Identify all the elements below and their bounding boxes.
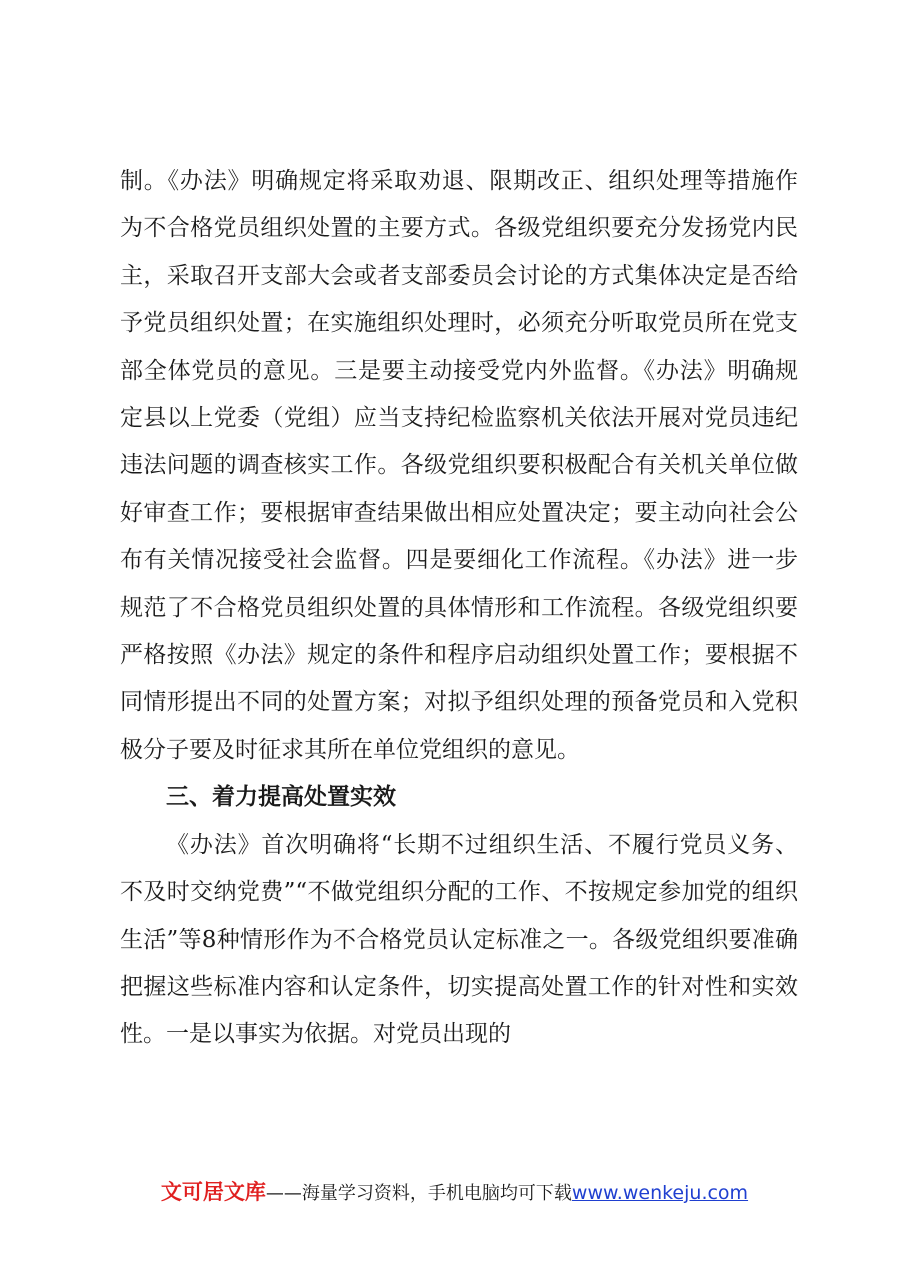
- section-heading: 三、着力提高处置实效: [166, 784, 396, 811]
- body-paragraph: 《办法》首次明确将“长期不过组织生活、不履行党员义务、不及时交纳党费”“不做党组织分配的工作、不按规定参加党的组织生活”等8种情形作为不合格党员认定标准之一。各级党组织要准确把握这些标准内容和认定条件，切实提高处置工作的针对性和实效性。一是以事实为依据。对党员出现的: [120, 831, 798, 1048]
- website-link[interactable]: www.wenkeju.com: [571, 1182, 749, 1204]
- footer-banner: [0, 1178, 909, 1208]
- brand-name: 文可居文库: [160, 1180, 266, 1204]
- document-body: [120, 158, 798, 1059]
- footer-tagline: ——海量学习资料，手机电脑均可下载: [265, 1183, 572, 1204]
- body-paragraph-continued: 制。《办法》明确规定将采取劝退、限期改正、组织处理等措施作为不合格党员组织处置的主要方式。各级党组织要充分发扬党内民主，采取召开支部大会或者支部委员会讨论的方式集体决定是否给予党员组织处置；在实施组织处理时，必须充分听取党员所在党支部全体党员的意见。三是要主动接受党内外监督。《办法》明确规定县以上党委（党组）应当支持纪检监察机关依法开展对党员违纪违法问题的调查核实工作。各级党组织要积极配合有关机关单位做好审查工作；要根据审查结果做出相应处置决定；要主动向社会公布有关情况接受社会监督。四是要细化工作流程。《办法》进一步规范了不合格党员组织处置的具体情形和工作流程。各级党组织要严格按照《办法》规定的条件和程序启动组织处置工作；要根据不同情形提出不同的处置方案；对拟予组织处理的预备党员和入党积极分子要及时征求其所在单位党组织的意见。: [120, 168, 798, 763]
